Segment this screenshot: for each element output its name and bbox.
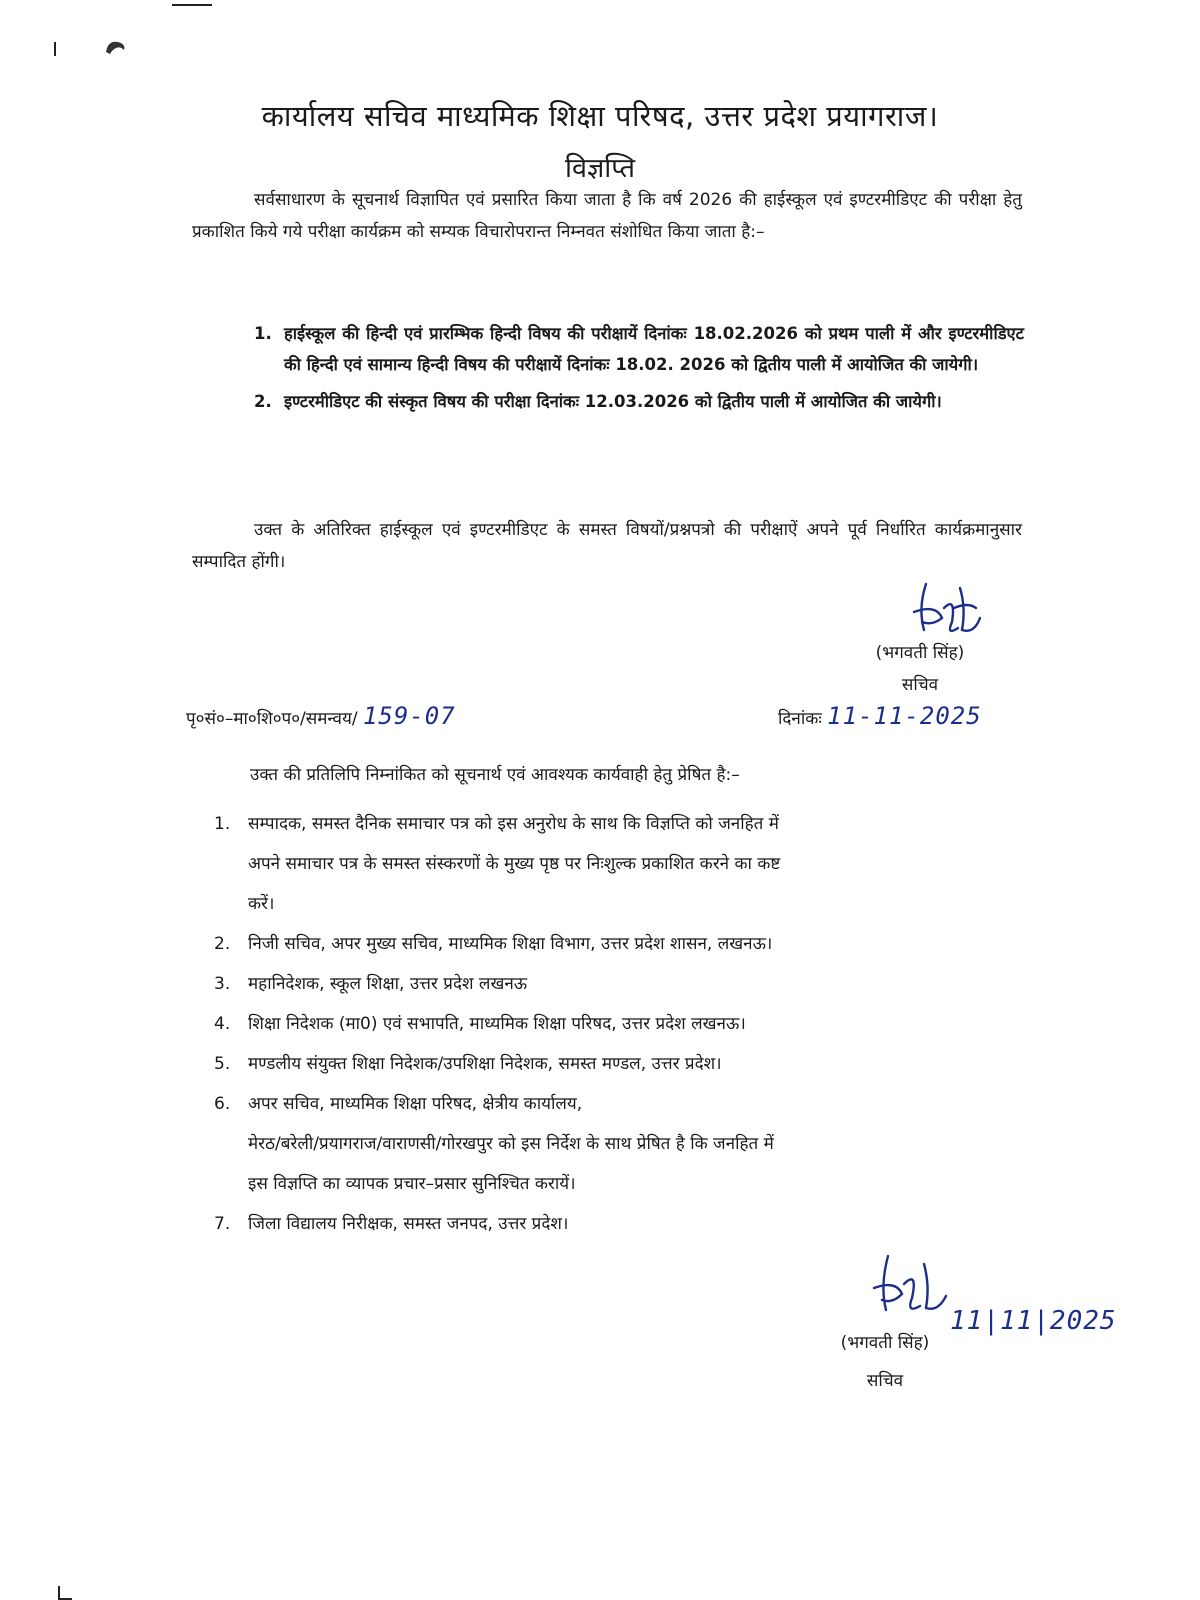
reference-date	[778, 702, 982, 730]
copy-item-line: अपने समाचार पत्र के समस्त संस्करणों के मुख्य पृष्ठ पर निःशुल्क प्रकाशित करने का कष्ट	[248, 854, 781, 874]
signature-mark	[896, 578, 986, 640]
copy-item-line: निजी सचिव, अपर मुख्य सचिव, माध्यमिक शिक्षा विभाग, उत्तर प्रदेश शासन, लखनऊ।	[248, 934, 773, 954]
copy-intro: उक्त की प्रतिलिपि निम्नांकित को सूचनार्थ एवं आवश्यक कार्यवाही हेतु प्रेषित है:–	[250, 765, 740, 785]
copy-item-number: 1.	[214, 814, 231, 834]
copy-item-line: मण्डलीय संयुक्त शिक्षा निदेशक/उपशिक्षा निदेशक, समस्त मण्डल, उत्तर प्रदेश।	[248, 1054, 722, 1074]
copy-item-line: शिक्षा निदेशक (मा0) एवं सभापति, माध्यमिक शिक्षा परिषद, उत्तर प्रदेश लखनऊ।	[248, 1014, 746, 1034]
notice-title: विज्ञप्ति	[564, 153, 635, 184]
copy-list-item	[210, 1204, 1010, 1244]
copy-list	[210, 804, 1010, 1244]
signatory-designation: सचिव	[901, 675, 939, 695]
date-label: दिनांकः	[778, 709, 822, 729]
revision-text: इण्टरमीडिएट की संस्कृत विषय की परीक्षा दिनांकः 12.03.2026 को द्वितीय पाली में आयोजित की जायेगी।	[284, 392, 942, 411]
handwritten-date: 11-11-2025	[827, 702, 982, 730]
copy-list-item	[210, 1004, 1010, 1044]
copy-item-number: 4.	[214, 1014, 231, 1034]
revision-item	[248, 318, 1024, 380]
copy-item-number: 3.	[214, 974, 231, 994]
revision-number: 1.	[254, 324, 272, 343]
reference-handwritten-number: 159-07	[362, 702, 456, 730]
signatory-designation: सचिव	[866, 1371, 904, 1391]
copy-item-line: जिला विद्यालय निरीक्षक, समस्त जनपद, उत्तर प्रदेश।	[248, 1214, 569, 1234]
reference-number	[186, 702, 456, 730]
office-title: कार्यालय सचिव माध्यमिक शिक्षा परिषद, उत्तर प्रदेश प्रयागराज।	[261, 99, 939, 133]
signature-mark	[862, 1252, 952, 1318]
copy-item-line: महानिदेशक, स्कूल शिक्षा, उत्तर प्रदेश लखनऊ	[248, 974, 528, 994]
copy-list-item	[210, 924, 1010, 964]
revision-item	[248, 386, 1024, 417]
revision-text: हाईस्कूल की हिन्दी एवं प्रारम्भिक हिन्दी विषय की परीक्षायें दिनांकः 18.02.2026 को प्रथम पाली में और इण्टरमीडिएट की हिन्दी एवं सामान्य हिन्दी विषय की परीक्षायें दिनांकः 18.02. 2026 को द्वितीय पाली में आयोजित की जायेगी।	[284, 324, 1024, 374]
intro-paragraph: सर्वसाधारण के सूचनार्थ विज्ञापित एवं प्रसारित किया जाता है कि वर्ष 2026 की हाईस्कूल एवं इण्टरमीडिएट की परीक्षा हेतु प्रकाशित किये गये परीक्षा कार्यक्रम को सम्यक विचारोपरान्त निम्नवत संशोधित किया जाता है:–	[192, 190, 1022, 242]
closing-paragraph: उक्त के अतिरिक्त हाईस्कूल एवं इण्टरमीडिएट के समस्त विषयों/प्रश्नपत्रो की परीक्षाऐं अपने पूर्व निर्धारित कार्यक्रमानुसार सम्पादित होंगी।	[192, 520, 1022, 572]
copy-item-line: मेरठ/बरेली/प्रयागराज/वाराणसी/गोरखपुर को इस निर्देश के साथ प्रेषित है कि जनहित में	[248, 1134, 774, 1154]
reference-prefix: पृ०सं०–मा०शि०प०/समन्वय/	[186, 709, 358, 729]
copy-item-line: इस विज्ञप्ति का व्यापक प्रचार–प्रसार सुनिश्चित करायें।	[248, 1174, 576, 1194]
copy-item-line: सम्पादक, समस्त दैनिक समाचार पत्र को इस अनुरोध के साथ कि विज्ञप्ति को जनहित में	[248, 814, 779, 834]
copy-item-number: 7.	[214, 1214, 231, 1234]
revision-number: 2.	[254, 392, 272, 411]
signatory-name: (भगवती सिंह)	[875, 643, 965, 663]
revision-list	[248, 318, 1024, 423]
copy-list-item	[210, 964, 1010, 1004]
signature-handwritten-date: 11|11|2025	[950, 1306, 1117, 1336]
copy-item-line: करें।	[248, 894, 275, 914]
scan-edge-mark	[172, 4, 212, 6]
copy-list-item	[210, 1044, 1010, 1084]
copy-item-number: 5.	[214, 1054, 231, 1074]
signatory-name: (भगवती सिंह)	[840, 1333, 930, 1353]
copy-list-item	[210, 804, 1010, 924]
copy-item-number: 6.	[214, 1094, 231, 1114]
copy-item-number: 2.	[214, 934, 231, 954]
copy-item-line: अपर सचिव, माध्यमिक शिक्षा परिषद, क्षेत्रीय कार्यालय,	[248, 1094, 583, 1114]
scan-edge-mark	[54, 42, 56, 56]
emblem-icon	[104, 38, 128, 56]
copy-list-item	[210, 1084, 1010, 1204]
